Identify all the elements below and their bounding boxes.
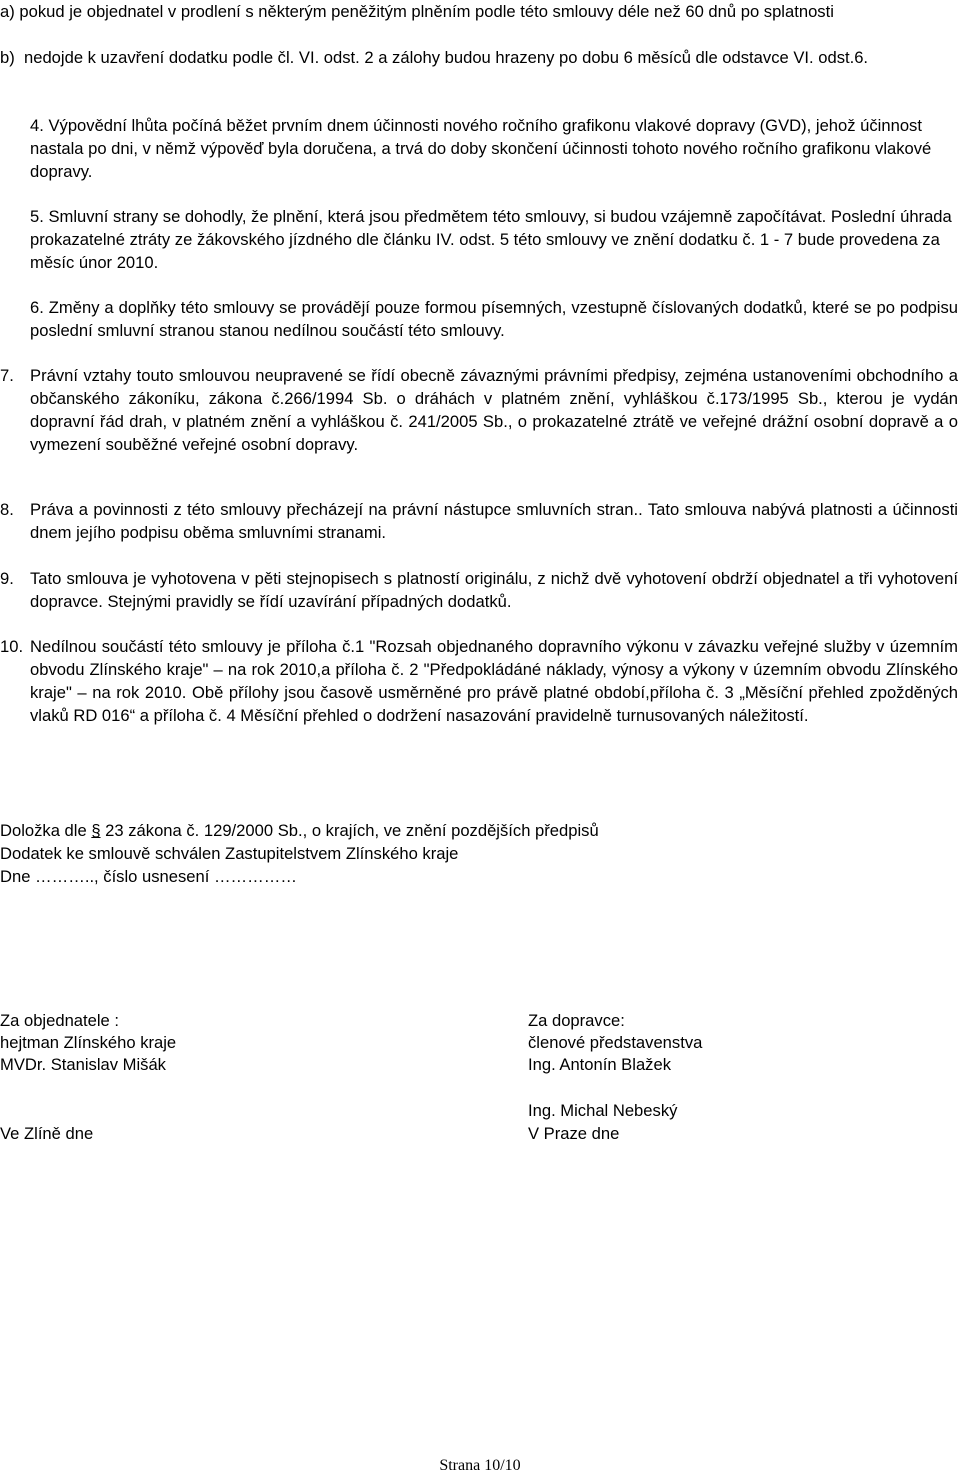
clause-9	[0, 567, 958, 613]
clause-7	[0, 364, 958, 456]
clause-5: 5. Smluvní strany se dohodly, že plnění, která jsou předmětem této smlouvy, si budou vzájemně započítávat. Poslední úhrada prokazatelné ztráty ze žákovského jízdného dle článku IV. odst. 5 této smlouvy ve znění dodatku č. 1 - 7 bude provedena za měsíc únor 2010.	[30, 207, 952, 272]
clause-8	[0, 498, 958, 544]
clause-9-text: Tato smlouva je vyhotovena v pěti stejnopisech s platností originálu, z nichž dvě vyhotovení obdrží objednatel a tři vyhotovení dopravce. Stejnými pravidly se řídí uzavírání případných dodatků.	[30, 569, 958, 611]
clause-9-number: 9.	[0, 569, 24, 588]
clause-6: 6. Změny a doplňky této smlouvy se provádějí pouze formou písemných, vzestupně číslovaných dodatků, které se po podpisu poslední smluvní stranou stanou nedílnou součástí této smlouvy.	[30, 298, 958, 340]
signature-right-place: V Praze dne	[528, 1124, 620, 1143]
signature-left-name: MVDr. Stanislav Mišák	[0, 1055, 166, 1074]
clause-7-number: 7.	[0, 366, 19, 385]
page-number: Strana 10/10	[439, 1457, 521, 1474]
item-b-number: b)	[0, 48, 24, 67]
clause-10	[0, 635, 958, 727]
signature-left-label: Za objednatele :	[0, 1011, 120, 1030]
clause-8-number: 8.	[0, 500, 24, 519]
item-a-text: pokud je objednatel v prodlení s některým peněžitým plněním podle této smlouvy déle než 60 dnů po splatnosti	[19, 2, 834, 21]
clause-7-text: Právní vztahy touto smlouvou neupravené se řídí obecně závaznými právními předpisy, zejména ustanoveními obchodního a občanského zákoníku, zákona č.266/1994 Sb. o dráhách v platném znění, vyhláškou č.173/1995 Sb., kterou je vydán dopravní řád drah, v platném znění a vyhláškou č. 241/2005 Sb., o prokazatelné ztrátě ve veřejné drážní osobní dopravě a o vymezení souběžné veřejné osobní dopravy.	[30, 366, 958, 454]
approval-suffix: 23 zákona č. 129/2000 Sb., o krajích, ve znění pozdějších předpisů	[100, 821, 599, 840]
item-a-number: a)	[0, 2, 20, 21]
clause-10-number: 10.	[0, 637, 33, 656]
signature-left-place: Ve Zlíně dne	[0, 1124, 94, 1143]
clause-4: 4. Výpovědní lhůta počíná běžet prvním dnem účinnosti nového ročního grafikonu vlakové dopravy (GVD), jehož účinnost nastala po dni, v němž výpověď byla doručena, a trvá do doby skončení účinnosti tohoto nového ročního grafikonu vlakové dopravy.	[30, 116, 932, 181]
signature-right-name-2: Ing. Michal Nebeský	[528, 1101, 678, 1120]
paragraph-sign: §	[91, 821, 101, 840]
signature-right-role: členové představenstva	[528, 1033, 703, 1052]
clause-8-text: Práva a povinnosti z této smlouvy přecházejí na právní nástupce smluvních stran.. Tato smlouva nabývá platnosti a účinnosti dnem jejího podpisu oběma smluvními stranami.	[30, 500, 958, 542]
clause-approval-line-3: Dne ……….., číslo usnesení ……………	[0, 867, 297, 886]
approval-prefix: Doložka dle	[0, 821, 92, 840]
signature-left-role: hejtman Zlínského kraje	[0, 1033, 177, 1052]
item-b-text: nedojde k uzavření dodatku podle čl. VI. odst. 2 a zálohy budou hrazeny po dobu 6 měsíců dle odstavce VI. odst.6.	[23, 48, 869, 67]
item-b	[0, 46, 958, 69]
clause-approval-line-2: Dodatek ke smlouvě schválen Zastupitelstvem Zlínského kraje	[0, 844, 459, 863]
signature-right-label: Za dopravce:	[528, 1011, 625, 1030]
clause-10-text: Nedílnou součástí této smlouvy je příloha č.1 "Rozsah objednaného dopravního výkonu v závazku veřejné služby v územním obvodu Zlínského kraje" – na rok 2010,a příloha č. 2 "Předpokládáné náklady, výnosy a výkony v územním obvodu Zlínského kraje" – na rok 2010. Obě přílohy jsou časově usměrněné pro právě platné období,příloha č. 3 „Měsíční přehled zpožděných vlaků RD 016“ a příloha č. 4 Měsíční přehled o dodržení nasazování pravidelně turnusovaných náležitostí.	[30, 637, 958, 725]
item-a	[0, 0, 958, 23]
signature-right-name-1: Ing. Antonín Blažek	[528, 1055, 671, 1074]
clause-approval-line-1	[0, 819, 599, 842]
